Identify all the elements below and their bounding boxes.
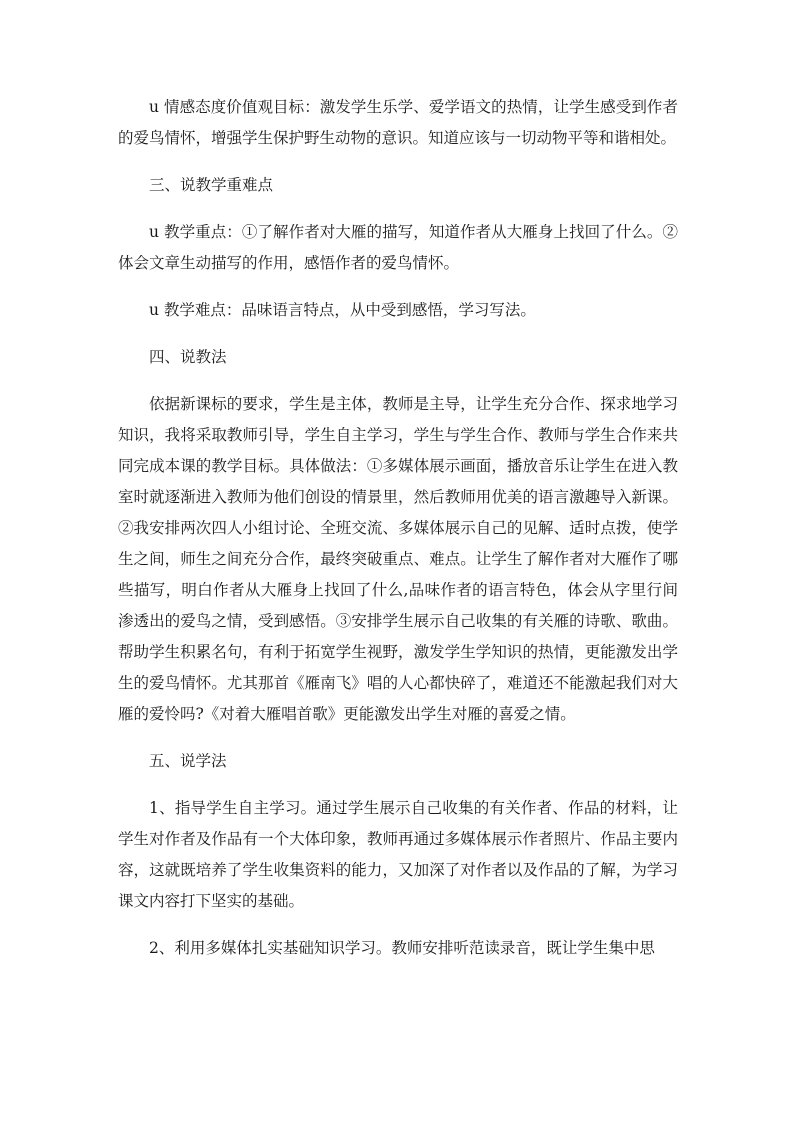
heading-teaching-method: 四、说教法 (149, 348, 227, 366)
heading-learning-method: 五、说学法 (149, 752, 227, 770)
document-body (118, 92, 678, 964)
paragraph-teaching-focus: u 教学重点：①了解作者对大雁的描写，知道作者从大雁身上找回了什么。②体会文章生动描写的作用，感悟作者的爱鸟情怀。 (118, 223, 678, 272)
paragraph-emotion-goal: u 情感态度价值观目标：激发学生乐学、爱学语文的热情，让学生感受到作者的爱鸟情怀，增强学生保护野生动物的意识。知道应该与一切动物平等和谐相处。 (118, 98, 678, 147)
paragraph-teaching-method: 依据新课标的要求，学生是主体，教师是主导，让学生充分合作、探求地学习知识，我将采取教师引导，学生自主学习，学生与学生合作、教师与学生合作来共同完成本课的教学目标。具体做法：①多媒体展示画面，播放音乐让学生在进入教室时就逐渐进入教师为他们创设的情景里，然后教师用优美的语言激趣导入新课。②我安排两次四人小组讨论、全班交流、多媒体展示自己的见解、适时点拨，使学生之间，师生之间充分合作，最终突破重点、难点。让学生了解作者对大雁作了哪些描写，明白作者从大雁身上找回了什么,品味作者的语言特色，体会从字里行间渗透出的爱鸟之情，受到感悟。③安排学生展示自己收集的有关雁的诗歌、歌曲。帮助学生积累名句，有利于拓宽学生视野，激发学生学知识的热情，更能激发出学生的爱鸟情怀。尤其那首《雁南飞》唱的人心都快碎了，难道还不能激起我们对大雁的爱怜吗?《对着大雁唱首歌》更能激发出学生对雁的喜爱之情。 (118, 395, 678, 723)
paragraph-learning-method-1: 1、指导学生自主学习。通过学生展示自己收集的有关作者、作品的材料，让学生对作者及作品有一个大体印象，教师再通过多媒体展示作者照片、作品主要内容，这就既培养了学生收集资料的能力，又加深了对作者以及作品的了解，为学习课文内容打下坚实的基础。 (118, 799, 678, 910)
heading-key-points: 三、说教学重难点 (149, 176, 274, 194)
paragraph-learning-method-2: 2、利用多媒体扎实基础知识学习。教师安排听范读录音，既让学生集中思 (149, 939, 655, 957)
paragraph-teaching-difficulty: u 教学难点：品味语言特点，从中受到感悟，学习写法。 (149, 301, 536, 319)
